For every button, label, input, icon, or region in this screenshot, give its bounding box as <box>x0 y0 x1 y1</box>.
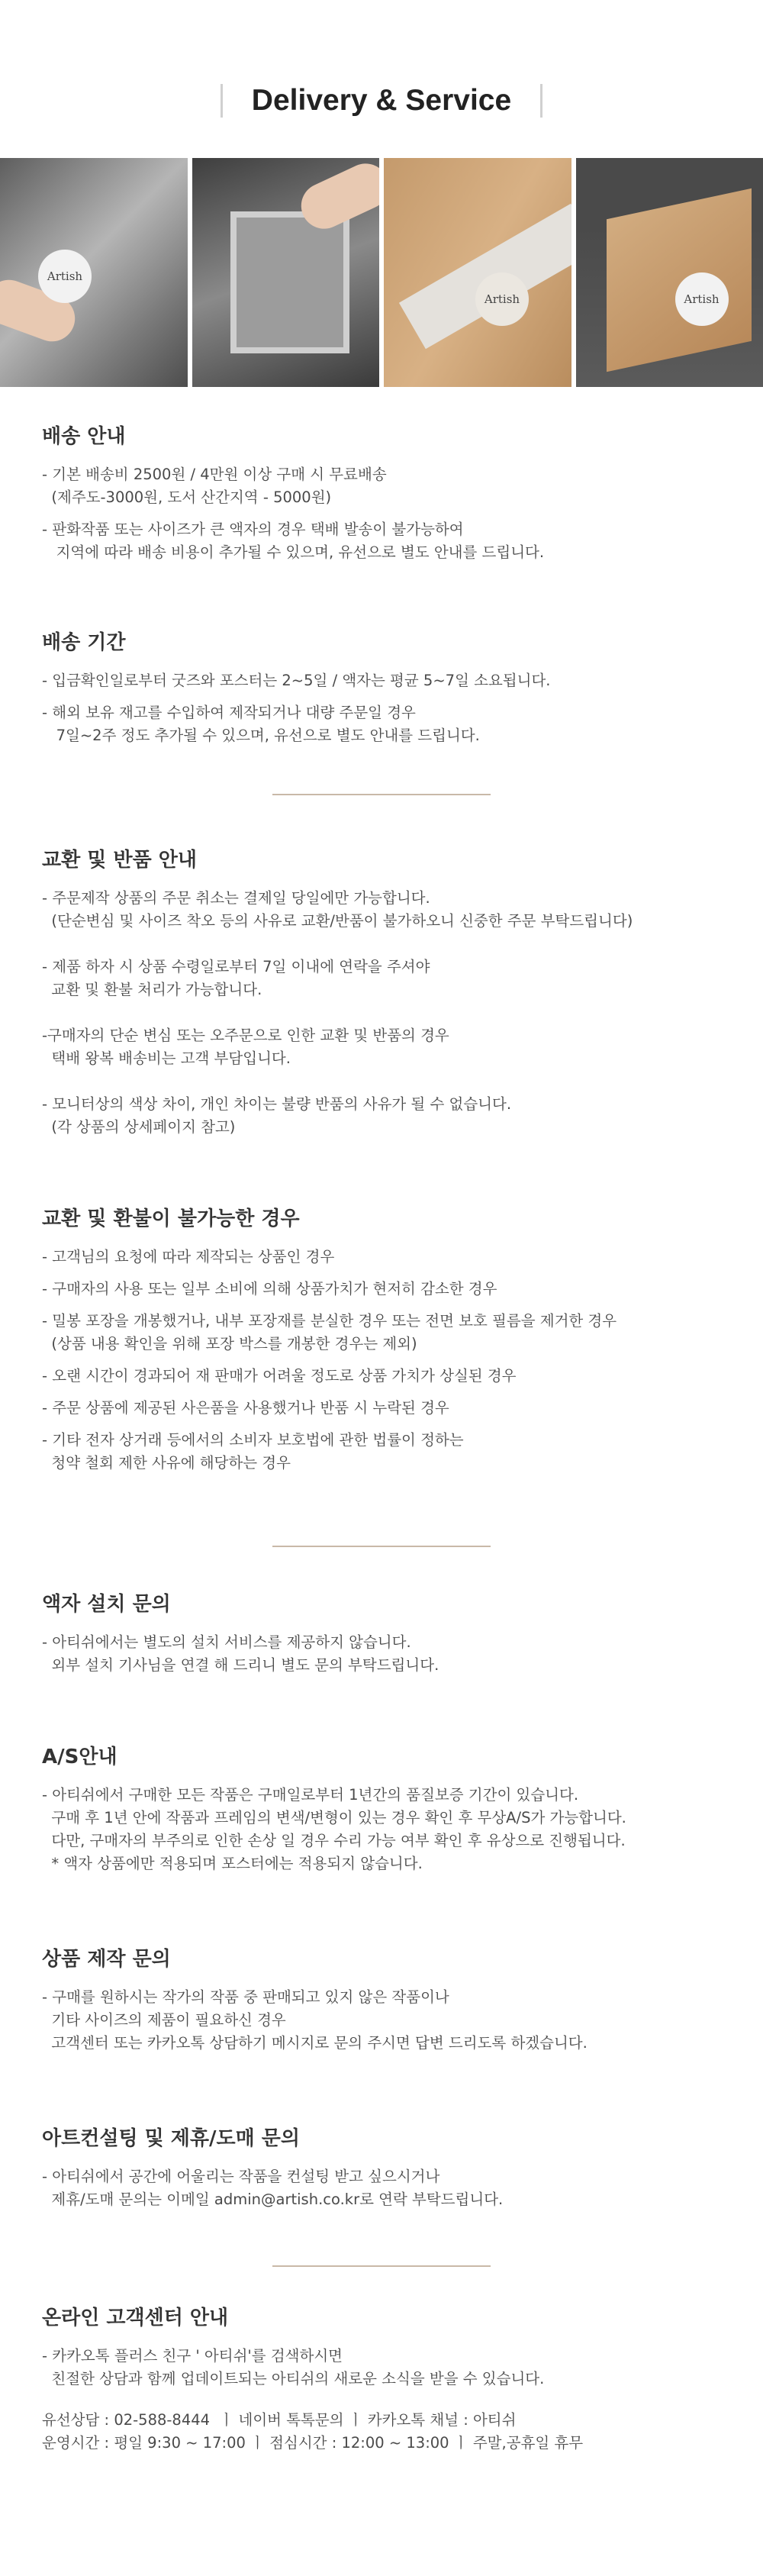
box-interior <box>230 211 349 353</box>
list-item: - 기타 전자 상거래 등에서의 소비자 보호법에 관한 법률이 정하는 청약 철회 제한 사유에 해당하는 경우 <box>42 1431 464 1472</box>
shipping-box <box>607 189 752 372</box>
section-no-refund <box>42 1206 729 1484</box>
artish-seal-sticker: Artish <box>38 250 92 303</box>
artish-seal-sticker: Artish <box>475 272 529 326</box>
photo-strip <box>0 158 763 387</box>
section-title: 액자 설치 문의 <box>42 1593 171 1616</box>
section-shipping <box>42 424 729 573</box>
list-item: - 주문제작 상품의 주문 취소는 결제일 당일에만 가능합니다. (단순변심 및 사이즈 착오 등의 사유로 교환/반품이 불가하오니 신중한 주문 부탁드립니다) <box>42 889 633 930</box>
list-item: - 제품 하자 시 상품 수령일로부터 7일 이내에 연락을 주셔야 교환 및 환불 처리가 가능합니다. <box>42 958 430 998</box>
section-title: A/S안내 <box>42 1746 118 1768</box>
list-item: - 입금확인일로부터 굿즈와 포스터는 2~5일 / 액자는 평균 5~7일 소요됩니다. <box>42 672 551 689</box>
artish-seal-sticker: Artish <box>675 272 729 326</box>
contact-info: 유선상담 : 02-588-8444 ㅣ 네이버 톡톡문의 ㅣ 카카오톡 채널 : 아티쉬 운영시간 : 평일 9:30 ~ 17:00 ㅣ 점심시간 : 12:00 ~ 13:00 ㅣ 주말,공휴일 휴무 <box>42 2411 584 2452</box>
list-item: - 아티쉬에서는 별도의 설치 서비스를 제공하지 않습니다. 외부 설치 기사님을 연결 해 드리니 별도 문의 부탁드립니다. <box>42 1633 439 1674</box>
list-item: -구매자의 단순 변심 또는 오주문으로 인한 교환 및 반품의 경우 택배 왕복 배송비는 고객 부담입니다. <box>42 1027 449 1067</box>
section-title: 온라인 고객센터 안내 <box>42 2307 229 2329</box>
header <box>0 84 763 118</box>
page-title: Delivery & Service <box>221 84 542 118</box>
section-as <box>42 1744 729 1884</box>
section-title: 배송 안내 <box>42 425 126 448</box>
divider <box>272 794 491 795</box>
list-item: - 구매를 원하시는 작가의 작품 중 판매되고 있지 않은 작품이나 기타 사이즈의 제품이 필요하신 경우 고객센터 또는 카카오톡 상담하기 메시지로 문의 주시면 답변 드리도록 하겠습니다. <box>42 1988 588 2052</box>
section-title: 교환 및 환불이 불가능한 경우 <box>42 1207 300 1230</box>
section-title: 아트컨설팅 및 제휴/도매 문의 <box>42 2127 301 2150</box>
list-item: - 해외 보유 재고를 수입하여 제작되거나 대량 주문일 경우 7일~2주 정도 추가될 수 있으며, 유선으로 별도 안내를 드립니다. <box>42 704 480 744</box>
list-item: - 아티쉬에서 구매한 모든 작품은 구매일로부터 1년간의 품질보증 기간이 있습니다. 구매 후 1년 안에 작품과 프레임의 변색/변형이 있는 경우 확인 후 무상A/S가 가능합니다. 다만, 구매자의 부주의로 인한 손상 일 경우 수리 가능 여부 확인 후 유상으로 진행됩니다. * 액자 상품에만 적용되며 포스터에는 적용되지 않습니다. <box>42 1786 626 1872</box>
list-item: - 밀봉 포장을 개봉했거나, 내부 포장재를 분실한 경우 또는 전면 보호 필름을 제거한 경우 (상품 내용 확인을 위해 포장 박스를 개봉한 경우는 제외) <box>42 1312 617 1352</box>
list-item: - 기본 배송비 2500원 / 4만원 이상 구매 시 무료배송 (제주도-3000원, 도서 산간지역 - 5000원) <box>42 466 387 506</box>
section-exchange <box>42 847 729 1148</box>
packing-tape <box>399 204 571 350</box>
list-item: - 모니터상의 색상 차이, 개인 차이는 불량 반품의 사유가 될 수 없습니다. (각 상품의 상세페이지 참고) <box>42 1095 512 1136</box>
list-item: - 주문 상품에 제공된 사은품을 사용했거나 반품 시 누락된 경우 <box>42 1399 449 1417</box>
section-install <box>42 1591 729 1686</box>
section-title: 교환 및 반품 안내 <box>42 849 197 872</box>
photo-boxing <box>192 158 380 387</box>
list-item: - 카카오톡 플러스 친구 ' 아티쉬'를 검색하시면 친절한 상담과 함께 업데이트되는 아티쉬의 새로운 소식을 받을 수 있습니다. <box>42 2347 545 2387</box>
section-customer-center <box>42 2305 729 2464</box>
divider <box>272 1546 491 1547</box>
section-shipping-period <box>42 630 729 756</box>
photo-box <box>576 158 763 387</box>
section-production <box>42 1946 729 2064</box>
list-item: - 고객님의 요청에 따라 제작되는 상품인 경우 <box>42 1248 335 1265</box>
photo-taping <box>384 158 571 387</box>
list-item: - 오랜 시간이 경과되어 재 판매가 어려울 정도로 상품 가치가 상실된 경우 <box>42 1367 517 1385</box>
list-item: - 구매자의 사용 또는 일부 소비에 의해 상품가치가 현저히 감소한 경우 <box>42 1280 497 1298</box>
list-item: - 판화작품 또는 사이즈가 큰 액자의 경우 택배 발송이 불가능하여 지역에 따라 배송 비용이 추가될 수 있으며, 유선으로 별도 안내를 드립니다. <box>42 521 545 561</box>
photo-wrapping <box>0 158 188 387</box>
section-title: 배송 기간 <box>42 631 126 654</box>
section-consulting <box>42 2126 729 2220</box>
list-item: - 아티쉬에서 공간에 어울리는 작품을 컨설팅 받고 싶으시거나 제휴/도매 문의는 이메일 admin@artish.co.kr로 연락 부탁드립니다. <box>42 2168 504 2208</box>
section-title: 상품 제작 문의 <box>42 1948 171 1971</box>
divider <box>272 2265 491 2267</box>
